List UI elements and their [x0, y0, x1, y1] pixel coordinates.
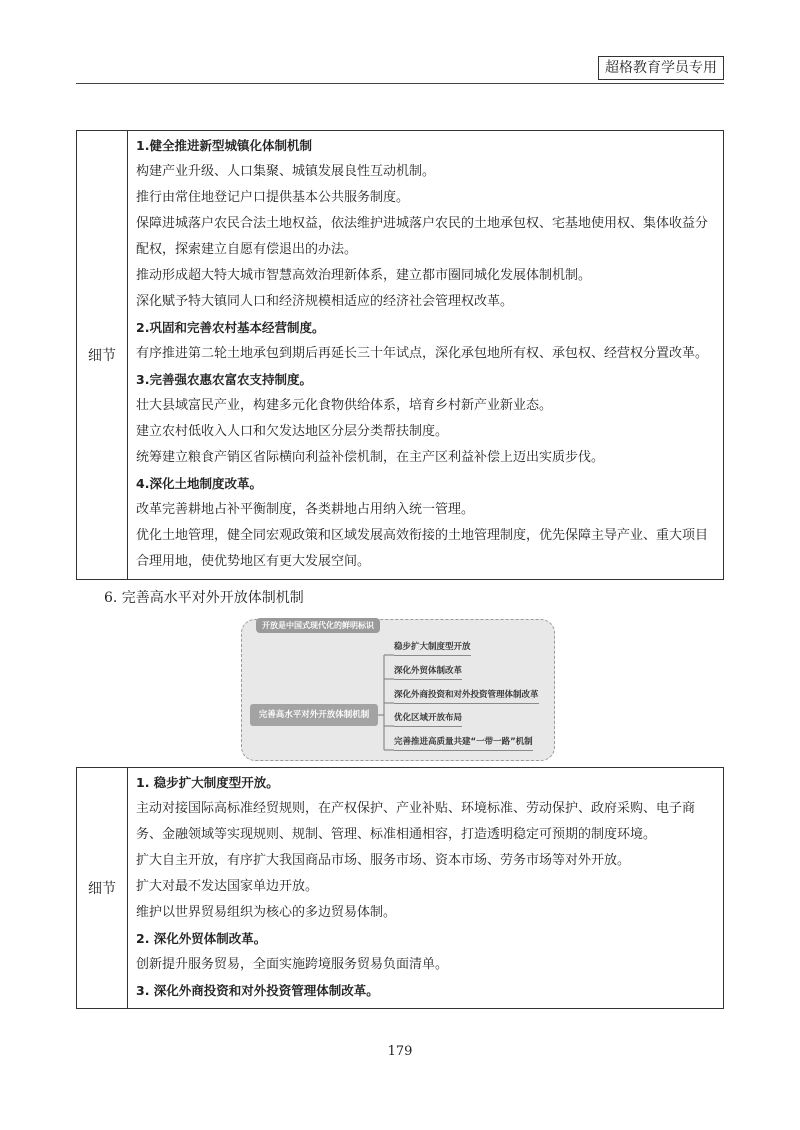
- page-number: 179: [387, 1044, 413, 1059]
- header-rule: [76, 83, 724, 84]
- line-11: 统筹建立粮食产销区省际横向利益补偿机制，在主产区利益补偿上迈出实质步伐。: [136, 450, 605, 465]
- mindmap: [241, 619, 555, 761]
- line-6: 2.巩固和完善农村基本经营制度。: [136, 320, 325, 335]
- watermark-stamp: 超格教育学员专用: [598, 56, 724, 80]
- line-4: 维护以世界贸易组织为核心的多边贸易体制。: [136, 905, 397, 920]
- line-13: 改革完善耕地占补平衡制度，各类耕地占用纳入统一管理。: [136, 502, 475, 517]
- mindmap-branch: 深化外贸体制改革: [394, 665, 462, 680]
- line-0: 1. 稳步扩大制度型开放。: [136, 775, 279, 790]
- detail-body: [128, 768, 724, 1009]
- detail-table-2: [76, 767, 724, 1009]
- mindmap-branch: 完善推进高质量共建“一带一路”机制: [394, 736, 533, 751]
- line-7: 有序推进第二轮土地承包到期后再延长三十年试点，深化承包地所有权、承包权、经营权分置改革。: [136, 346, 709, 361]
- line-3: 保障进城落户农民合法土地权益，依法维护进城落户农民的土地承包权、宅基地使用权、集体收益分配权，探索建立自愿有偿退出的办法。: [136, 216, 709, 257]
- side-label: 细节: [77, 131, 128, 580]
- side-label: 细节: [77, 768, 128, 1009]
- line-6: 创新提升服务贸易，全面实施跨境服务贸易负面清单。: [136, 957, 449, 972]
- mindmap-branch: 稳步扩大制度型开放: [394, 641, 471, 656]
- line-5: 2. 深化外贸体制改革。: [136, 931, 267, 946]
- mindmap-branch: 深化外商投资和对外投资管理体制改革: [394, 689, 539, 704]
- line-0: 1.健全推进新型城镇化体制机制: [136, 138, 312, 153]
- section-title: 6. 完善高水平对外开放体制机制: [104, 590, 304, 606]
- detail-body: [128, 131, 724, 580]
- line-8: 3.完善强农惠农富农支持制度。: [136, 372, 312, 387]
- line-3: 扩大对最不发达国家单边开放。: [136, 879, 319, 894]
- detail-table-1: [76, 130, 724, 580]
- line-7: 3. 深化外商投资和对外投资管理体制改革。: [136, 983, 379, 998]
- mindmap-root: 完善高水平对外开放体制机制: [250, 704, 378, 726]
- line-1: 构建产业升级、人口集聚、城镇发展良性互动机制。: [136, 164, 436, 179]
- line-10: 建立农村低收入人口和欠发达地区分层分类帮扶制度。: [136, 424, 449, 439]
- line-4: 推动形成超大特大城市智慧高效治理新体系，建立都市圈同城化发展体制机制。: [136, 268, 592, 283]
- line-12: 4.深化土地制度改革。: [136, 476, 262, 491]
- line-9: 壮大县域富民产业，构建多元化食物供给体系，培育乡村新产业新业态。: [136, 398, 553, 413]
- line-5: 深化赋予特大镇同人口和经济规模相适应的经济社会管理权改革。: [136, 294, 514, 309]
- line-14: 优化土地管理，健全同宏观政策和区域发展高效衔接的土地管理制度，优先保障主导产业、重大项目合理用地，使优势地区有更大发展空间。: [136, 528, 709, 569]
- mindmap-top-label: 开放是中国式现代化的鲜明标识: [256, 618, 380, 633]
- line-2: 推行由常住地登记户口提供基本公共服务制度。: [136, 190, 410, 205]
- line-2: 扩大自主开放，有序扩大我国商品市场、服务市场、资本市场、劳务市场等对外开放。: [136, 853, 631, 868]
- mindmap-branch: 优化区域开放布局: [394, 712, 462, 727]
- line-1: 主动对接国际高标准经贸规则，在产权保护、产业补贴、环境标准、劳动保护、政府采购、电子商务、金融领域等实现规则、规制、管理、标准相通相容，打造透明稳定可预期的制度环境。: [136, 801, 696, 842]
